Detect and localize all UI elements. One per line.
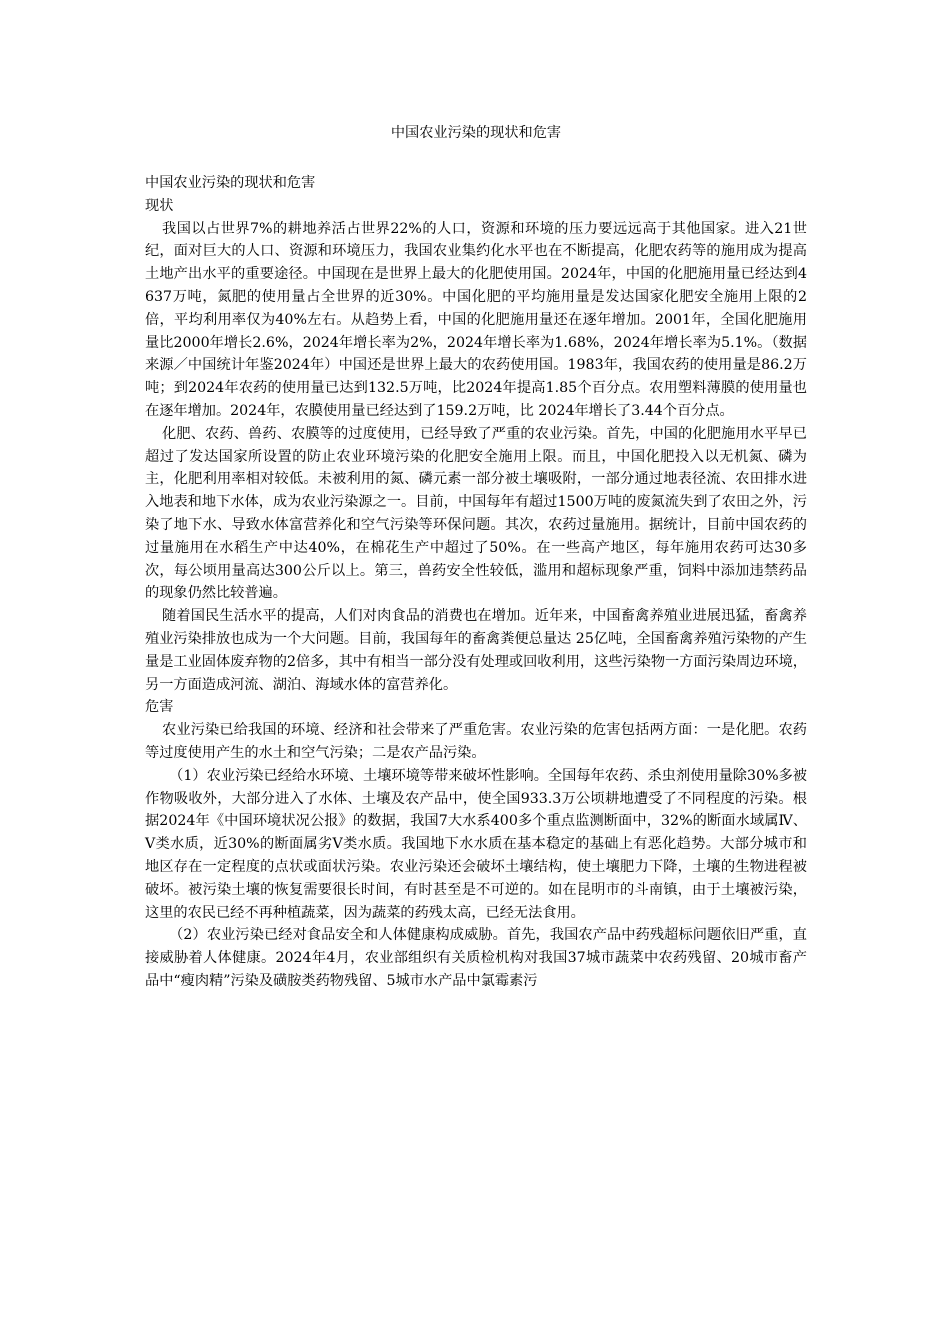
paragraph: 农业污染已给我国的环境、经济和社会带来了严重危害。农业污染的危害包括两方面：一是化肥。农药等过度使用产生的水土和空气污染；二是农产品污染。 <box>145 722 807 761</box>
paragraph: 化肥、农药、兽药、农膜等的过度使用，已经导致了严重的农业污染。首先，中国的化肥施用水平早已超过了发达国家所设置的防止农业环境污染的化肥安全施用上限。而且，中国化肥投入以无机氮、磷为主，化肥利用率相对较低。未被利用的氮、磷元素一部分被土壤吸附，一部分通过地表径流、农田排水进入地表和地下水体，成为农业污染源之一。目前，中国每年有超过1500万吨的废氮流失到了农田之外，污染了地下水、导致水体富营养化和空气污染等环保问题。其次，农药过量施用。据统计，目前中国农药的过量施用在水稻生产中达40%，在棉花生产中超过了50%。在一些高产地区，每年施用农药可达30多次，每公顷用量高达300公斤以上。第三，兽药安全性较低，滥用和超标现象严重，饲料中添加违禁药品的现象仍然比较普遍。 <box>145 425 807 602</box>
paragraph: 随着国民生活水平的提高，人们对肉食品的消费也在增加。近年来，中国畜禽养殖业进展迅猛，畜禽养殖业污染排放也成为一个大问题。目前，我国每年的畜禽粪便总量达 25亿吨，全国畜禽养殖污染物的产生量是工业固体废弃物的2倍多，其中有相当一部分没有处理或回收利用，这些污染物一方面污染周边环境，另一方面造成河流、湖泊、海域水体的富营养化。 <box>145 608 807 693</box>
document-heading: 中国农业污染的现状和危害 <box>145 175 316 191</box>
numbered-paragraph: （1）农业污染已经给水环境、土壤环境等带来破坏性影响。全国每年农药、杀虫剂使用量除30%多被作物吸收外，大部分进入了水体、土壤及农产品中，使全国933.3万公顷耕地遭受了不同程度的污染。根据2024年《中国环境状况公报》的数据，我国7大水系400多个重点监测断面中，32%的断面水域属Ⅳ、Ⅴ类水质，近30%的断面属劣Ⅴ类水质。我国地下水水质在基本稳定的基础上有恶化趋势。大部分城市和地区存在一定程度的点状或面状污染。农业污染还会破坏土壤结构，使土壤肥力下降，土壤的生物进程被破坏。被污染土壤的恢复需要很长时间，有时甚至是不可逆的。如在昆明市的斗南镇，由于土壤被污染，这里的农民已经不再种植蔬菜，因为蔬菜的药残太高，已经无法食用。 <box>145 767 807 921</box>
document-title: 中国农业污染的现状和危害 <box>390 125 562 141</box>
section-heading-status: 现状 <box>145 197 174 214</box>
section-heading-harm: 危害 <box>145 699 174 716</box>
paragraph: 我国以占世界7%的耕地养活占世界22%的人口，资源和环境的压力要远远高于其他国家。进入21世纪，面对巨大的人口、资源和环境压力，我国农业集约化水平也在不断提高，化肥农药等的施用成为提高土地产出水平的重要途径。中国现在是世界上最大的化肥使用国。2024年，中国的化肥施用量已经达到4637万吨，氮肥的使用量占全世界的近30%。中国化肥的平均施用量是发达国家化肥安全施用上限的2倍，平均利用率仅为40%左右。从趋势上看，中国的化肥施用量还在逐年增加。2001年，全国化肥施用量比2000年增长2.6%，2024年增长率为2%，2024年增长率为1.68%，2024年增长率为5.1%。（数据来源／中国统计年鉴2024年）中国还是世界上最大的农药使用国。1983年，我国农药的使用量是86.2万吨；到2024年农药的使用量已达到132.5万吨，比2024年提高1.85个百分点。农用塑料薄膜的使用量也在逐年增加。2024年，农膜使用量已经达到了159.2万吨，比 2024年增长了3.44个百分点。 <box>145 220 807 419</box>
numbered-paragraph: （2）农业污染已经对食品安全和人体健康构成威胁。首先，我国农产品中药残超标问题依旧严重，直接威胁着人体健康。2024年4月，农业部组织有关质检机构对我国37城市蔬菜中农药残留、20城市畜产品中“瘦肉精”污染及磺胺类药物残留、5城市水产品中氯霉素污 <box>145 927 807 989</box>
document-page <box>145 122 807 993</box>
